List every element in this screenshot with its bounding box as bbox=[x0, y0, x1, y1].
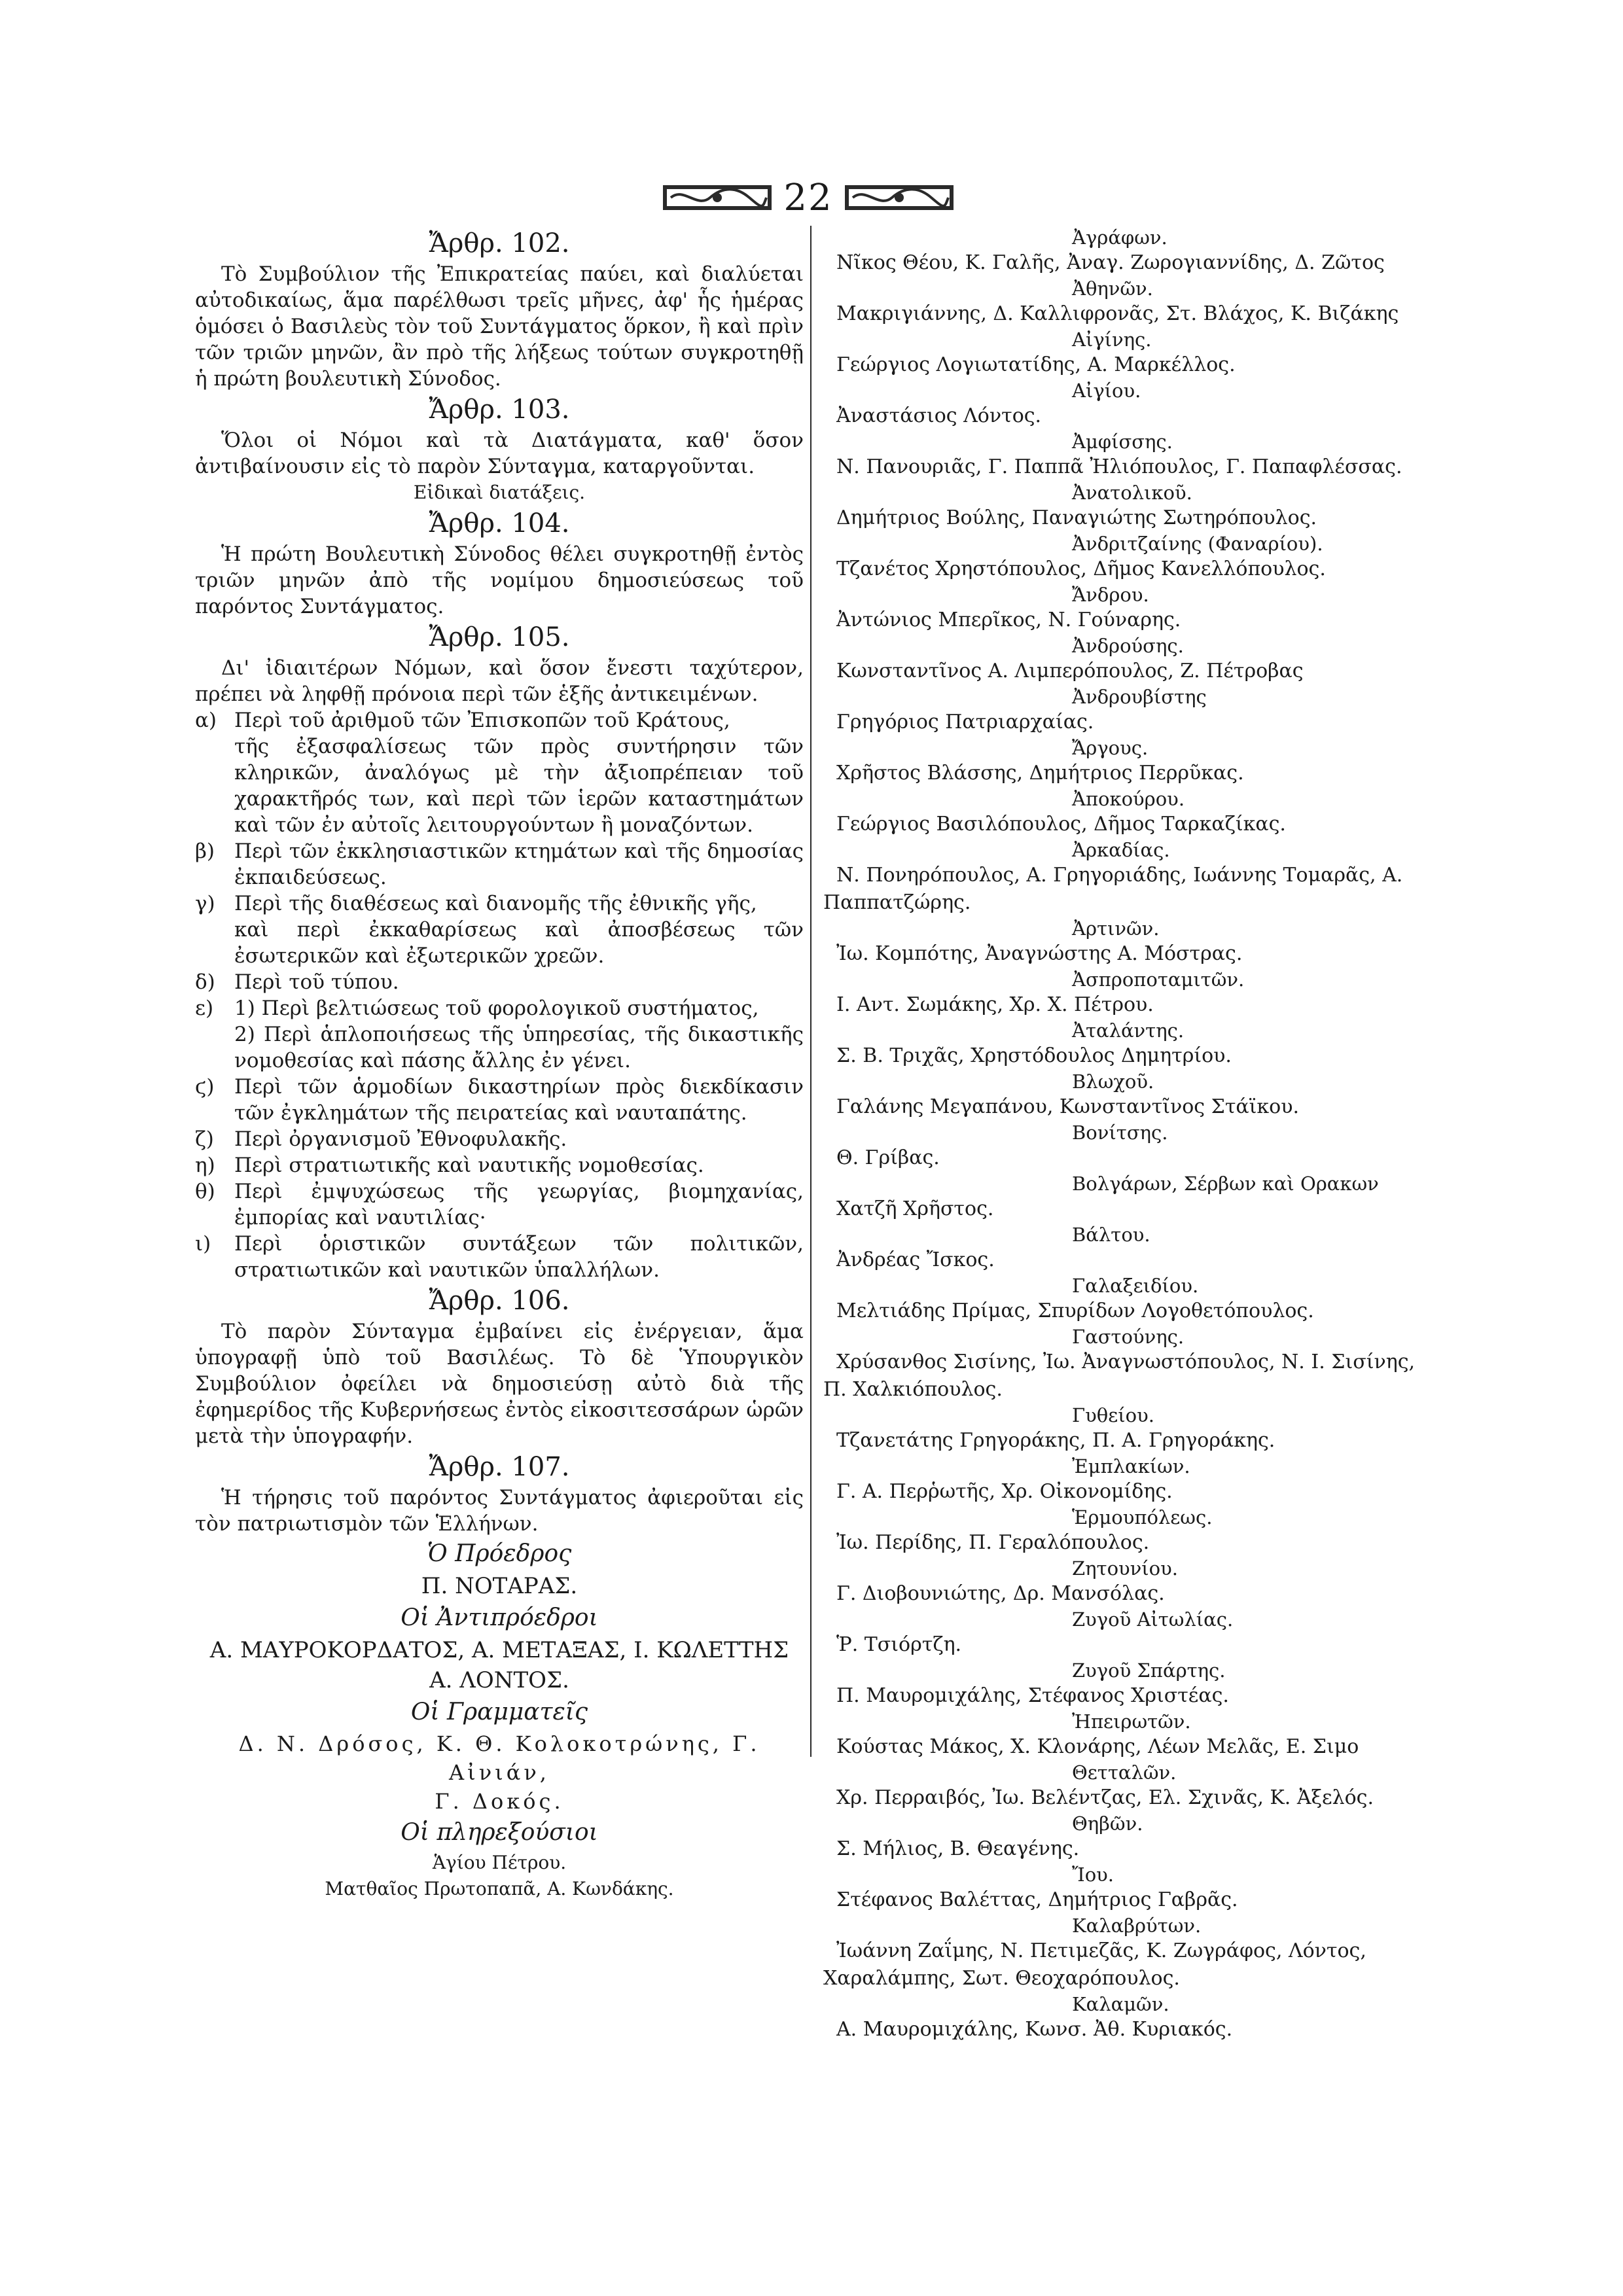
list-item-text bbox=[234, 1126, 804, 1152]
constituency-name: Ἄνδρου. bbox=[1072, 584, 1149, 606]
list-item-text bbox=[234, 707, 804, 838]
delegates-title: Οἱ πληρεξούσιοι bbox=[401, 1819, 598, 1846]
delegate-names: Τζανετάτης Γρηγοράκης, Π. Α. Γρηγοράκης. bbox=[836, 1429, 1275, 1452]
list-item-line: Περὶ ἐμψυχώσεως τῆς γεωργίας, βιομηχανίας, ἐμπορίας καὶ ναυτιλίας· bbox=[234, 1180, 804, 1229]
delegate-names: Γεώργιος Βασιλόπουλος, Δῆμος Ταρκαζίκας. bbox=[836, 813, 1286, 836]
list-item-text bbox=[234, 995, 804, 1074]
constituency-name: Θηβῶν. bbox=[1072, 1812, 1143, 1835]
list-item-line: Περὶ τῶν ἐκκλησιαστικῶν κτημάτων καὶ τῆς δημοσίας ἐκπαιδεύσεως. bbox=[234, 839, 804, 889]
delegate-names: Ν. Πανουριᾶς, Γ. Παππᾶ Ἠλιόπουλος, Γ. Παπαφλέσσας. bbox=[836, 455, 1402, 478]
constituency-name: Αἰγίου. bbox=[1072, 380, 1141, 402]
article-104-heading: Ἄρθρ. 104. bbox=[429, 508, 570, 539]
delegate-names: Ῥ. Τσιόρτζη. bbox=[836, 1633, 962, 1656]
list-item-text bbox=[234, 1231, 804, 1283]
delegate-names: Κωνσταντῖνος Α. Λιμπερόπουλος, Ζ. Πέτροβας bbox=[836, 660, 1304, 682]
constituency-name: Ζυγοῦ Αἰτωλίας. bbox=[1072, 1608, 1234, 1631]
list-item-marker: ζ) bbox=[195, 1127, 214, 1151]
list-item-line: 1) Περὶ βελτιώσεως τοῦ φορολογικοῦ συστήματος, bbox=[234, 997, 759, 1020]
constituency-name: Ἠπειρωτῶν. bbox=[1072, 1710, 1191, 1733]
list-item bbox=[195, 969, 804, 995]
constituency-name: Βολγάρων, Σέρβων καὶ Ορακων bbox=[1072, 1173, 1379, 1195]
right-ornament-icon bbox=[844, 181, 955, 214]
delegate-names: Χατζῆ Χρῆστος. bbox=[836, 1197, 994, 1220]
article-103-heading: Ἄρθρ. 103. bbox=[429, 395, 570, 425]
list-item-text bbox=[234, 1178, 804, 1231]
article-105-list bbox=[195, 707, 804, 1283]
constituency-name: Βονίτσης. bbox=[1072, 1122, 1168, 1144]
article-102-heading: Ἄρθρ. 102. bbox=[429, 228, 570, 258]
constituency-name: Γαλαξειδίου. bbox=[1072, 1275, 1199, 1297]
delegate-names: Νῖκος Θέου, Κ. Γαλῆς, Ἀναγ. Ζωρογιαννίδης, Δ. Ζῶτος bbox=[836, 251, 1385, 274]
delegate-names: Π. Χαλκιόπουλος. bbox=[823, 1378, 1003, 1401]
delegate-names: Παππατζώρης. bbox=[823, 891, 971, 914]
list-item-line: Περὶ τῶν ἁρμοδίων δικαστηρίων πρὸς διεκδίκασιν τῶν ἐγκλημάτων τῆς πειρατείας καὶ ναυταπάτης. bbox=[234, 1075, 804, 1125]
constituency-name: Ἀρτινῶν. bbox=[1072, 917, 1160, 940]
constituency-name: Ζυγοῦ Σπάρτης. bbox=[1072, 1659, 1226, 1682]
list-item-line: Περὶ ὁριστικῶν συντάξεων τῶν πολιτικῶν, στρατιωτικῶν καὶ ναυτικῶν ὑπαλλήλων. bbox=[234, 1232, 804, 1282]
secretaries-names: Δ. Ν. Δρόσος, Κ. Θ. Κολοκοτρώνης, Γ. Αἰνιάν, bbox=[238, 1731, 760, 1785]
delegate-names: Ἀναστάσιος Λόντος. bbox=[836, 404, 1042, 427]
delegate-names: Χρ. Περραιβός, Ἰω. Βελέντζας, Ελ. Σχινᾶς, Κ. Ἀξελός. bbox=[836, 1786, 1374, 1809]
article-102-text: Τὸ Συμβούλιον τῆς Ἐπικρατείας παύει, καὶ διαλύεται αὐτοδικαίως, ἅμα παρέλθωσι τρεῖς μῆνες, ἀφ' ἧς ἡμέρας ὁμόσει ὁ Βασιλεὺς τὸν τοῦ Συντάγματος ὅρκον, ἢ καὶ πρὶν τῶν τριῶν μηνῶν, ἂν πρὸ τῆς λήξεως τούτων συγκροτηθῇ ἡ πρώτη βουλευτικὴ Σύνοδος. bbox=[195, 262, 804, 391]
president-title: Ὁ Πρόεδρος bbox=[427, 1540, 572, 1567]
constituency-name: Ἀνδρούσης. bbox=[1072, 635, 1184, 657]
delegate-names: Γαλάνης Μεγαπάνου, Κωνσταντῖνος Στάϊκου. bbox=[836, 1095, 1300, 1118]
list-item bbox=[195, 1074, 804, 1126]
list-item-marker: α) bbox=[195, 709, 217, 732]
delegate-names: Ἀνδρέας Ἴσκος. bbox=[836, 1248, 995, 1271]
secretaries-names-2: Γ. Δοκός. bbox=[435, 1789, 564, 1814]
list-item bbox=[195, 1178, 804, 1231]
article-106-heading: Ἄρθρ. 106. bbox=[429, 1286, 570, 1316]
constituency-name: Ζητουνίου. bbox=[1072, 1557, 1178, 1580]
constituency-name: Αἰγίνης. bbox=[1072, 328, 1152, 351]
list-item-line: Περὶ τῆς διαθέσεως καὶ διανομῆς τῆς ἐθνικῆς γῆς, bbox=[234, 892, 757, 915]
constituency-name: Ἀμφίσσης. bbox=[1072, 431, 1173, 453]
list-item-marker: β) bbox=[195, 839, 215, 863]
constituency-name: Ἀνδρουβίστης bbox=[1072, 686, 1207, 708]
list-item-marker: δ) bbox=[195, 970, 215, 994]
constituency-name: Ἄργους. bbox=[1072, 737, 1149, 759]
constituency-name: Ἀθηνῶν. bbox=[1072, 277, 1153, 300]
page-number: 22 bbox=[783, 176, 833, 219]
delegate-names: Χαραλάμπης, Σωτ. Θεοχαρόπουλος. bbox=[823, 1967, 1180, 1990]
list-item bbox=[195, 1126, 804, 1152]
list-item-line: Περὶ τοῦ ἀριθμοῦ τῶν Ἐπισκοπῶν τοῦ Κράτους, bbox=[234, 709, 730, 732]
delegate-names: Ν. Πονηρόπουλος, Α. Γρηγοριάδης, Ιωάννης Τομαρᾶς, Α. bbox=[836, 864, 1403, 887]
delegates-first-place: Ἁγίου Πέτρου. bbox=[432, 1852, 567, 1873]
list-item bbox=[195, 838, 804, 891]
delegate-names: Χρῆστος Βλάσσης, Δημήτριος Περρῦκας. bbox=[836, 762, 1244, 785]
constituency-name: Ἀνατολικοῦ. bbox=[1072, 482, 1192, 504]
list-item-text bbox=[234, 891, 804, 969]
constituency-name: Ἑρμουπόλεως. bbox=[1072, 1506, 1213, 1528]
delegate-names: Γ. Α. Περῥωτῆς, Χρ. Οἰκονομίδης. bbox=[836, 1480, 1173, 1503]
list-item bbox=[195, 707, 804, 838]
list-item bbox=[195, 1231, 804, 1283]
constituency-name: Βάλτου. bbox=[1072, 1224, 1150, 1246]
delegate-names: Σ. Μήλιος, Β. Θεαγένης. bbox=[836, 1837, 1080, 1860]
delegate-names: Ἰω. Κομπότης, Ἀναγνώστης Α. Μόστρας. bbox=[836, 942, 1243, 965]
article-107-heading: Ἄρθρ. 107. bbox=[429, 1452, 570, 1482]
list-item-text bbox=[234, 1074, 804, 1126]
delegate-names: Δημήτριος Βούλης, Παναγιώτης Σωτηρόπουλος. bbox=[836, 506, 1317, 529]
list-item-marker: ϛ) bbox=[195, 1075, 215, 1099]
list-item-text bbox=[234, 1152, 804, 1178]
left-column bbox=[195, 226, 804, 1902]
article-104-text: Ἡ πρώτη Βουλευτικὴ Σύνοδος θέλει συγκροτηθῇ ἐντὸς τριῶν μηνῶν ἀπὸ τῆς νομίμου δημοσιεύσεως τοῦ παρόντος Συντάγματος. bbox=[195, 542, 804, 618]
constituency-name: Ἀγράφων. bbox=[1072, 226, 1168, 249]
right-column bbox=[823, 226, 1478, 2043]
constituency-name: Γυθείου. bbox=[1072, 1404, 1154, 1426]
delegate-names: Ἰω. Περίδης, Π. Γεραλόπουλος. bbox=[836, 1531, 1150, 1554]
president-name: Π. ΝΟΤΑΡΑΣ. bbox=[421, 1573, 578, 1599]
delegate-names: Γρηγόριος Πατριαρχαίας. bbox=[836, 711, 1094, 733]
article-107-text: Ἡ τήρησις τοῦ παρόντος Συντάγματος ἀφιεροῦται εἰς τὸν πατριωτισμὸν τῶν Ἑλλήνων. bbox=[195, 1486, 804, 1536]
column-divider bbox=[810, 226, 812, 1757]
delegate-names: Ι. Αντ. Σωμάκης, Χρ. Χ. Πέτρου. bbox=[836, 993, 1154, 1016]
secretaries-title: Οἱ Γραμματεῖς bbox=[410, 1699, 588, 1725]
delegate-names: Α. Μαυρομιχάλης, Κωνσ. Ἀθ. Κυριακός. bbox=[836, 2018, 1233, 2041]
list-item-text bbox=[234, 969, 804, 995]
delegate-names: Σ. Β. Τριχᾶς, Χρηστόδουλος Δημητρίου. bbox=[836, 1044, 1232, 1067]
list-item-marker: γ) bbox=[195, 892, 215, 915]
delegate-names: Γ. Διοβουνιώτης, Δρ. Μανσόλας. bbox=[836, 1582, 1165, 1605]
article-106-text: Τὸ παρὸν Σύνταγμα ἐμβαίνει εἰς ἐνέργειαν, ἅμα ὑπογραφῇ ὑπὸ τοῦ Βασιλέως. Τὸ δὲ Ὑπουργικὸν Συμβούλιον ὀφείλει νὰ δημοσιεύσῃ αὐτὸ διὰ τῆς ἐφημερίδος τῆς Κυβερνήσεως ἐντὸς εἰκοσιτεσσάρων ὡρῶν μετὰ τὴν ὑπογραφήν. bbox=[195, 1320, 804, 1448]
delegate-names: Γεώργιος Λογιωτατίδης, Α. Μαρκέλλος. bbox=[836, 353, 1236, 376]
article-105-intro: Δι' ἰδιαιτέρων Νόμων, καὶ ὅσον ἔνεστι ταχύτερον, πρέπει νὰ ληφθῇ πρόνοια περὶ τῶν ἑξῆς ἀντικειμένων. bbox=[195, 656, 804, 706]
delegate-names: Τζανέτος Χρηστόπουλος, Δῆμος Κανελλόπουλος. bbox=[836, 557, 1326, 580]
list-item-marker: θ) bbox=[195, 1180, 215, 1203]
list-item bbox=[195, 891, 804, 969]
vice-presidents-names: Α. ΜΑΥΡΟΚΟΡΔΑΤΟΣ, Α. ΜΕΤΑΞΑΣ, Ι. ΚΩΛΕΤΤΗΣ bbox=[209, 1637, 789, 1663]
left-ornament-icon bbox=[662, 181, 773, 214]
list-item-line: Περὶ στρατιωτικῆς καὶ ναυτικῆς νομοθεσίας. bbox=[234, 1154, 704, 1177]
article-105-heading: Ἄρθρ. 105. bbox=[429, 622, 570, 652]
list-item-line: καὶ περὶ ἐκκαθαρίσεως καὶ ἀποσβέσεως τῶν ἐσωτερικῶν καὶ ἐξωτερικῶν χρεῶν. bbox=[234, 918, 804, 968]
constituency-name: Καλαβρύτων. bbox=[1072, 1915, 1202, 1937]
list-item-text bbox=[234, 838, 804, 891]
delegate-names: Χρύσανθος Σισίνης, Ἰω. Ἀναγνωστόπουλος, Ν. Ι. Σισίνης, bbox=[836, 1351, 1416, 1373]
constituency-name: Καλαμῶν. bbox=[1072, 1993, 1169, 2015]
delegate-names: Θ. Γρίβας. bbox=[836, 1146, 940, 1169]
constituency-name: Γαστούνης. bbox=[1072, 1326, 1185, 1348]
list-item bbox=[195, 995, 804, 1074]
list-item-marker: η) bbox=[195, 1154, 215, 1177]
delegate-names: Π. Μαυρομιχάλης, Στέφανος Χριστέας. bbox=[836, 1684, 1229, 1707]
constituency-name: Ἀταλάντης. bbox=[1072, 1019, 1185, 1042]
constituency-name: Ἴου. bbox=[1072, 1863, 1115, 1886]
delegate-names: Μελτιάδης Πρίμας, Σπυρίδων Λογοθετόπουλος. bbox=[836, 1299, 1314, 1322]
list-item-line: Περὶ ὀργανισμοῦ Ἐθνοφυλακῆς. bbox=[234, 1127, 567, 1151]
list-item-line: Περὶ τοῦ τύπου. bbox=[234, 970, 399, 994]
vice-presidents-title: Οἱ Ἀντιπρόεδροι bbox=[401, 1604, 598, 1631]
list-item bbox=[195, 1152, 804, 1178]
delegate-names: Ἰωάννη Ζαΐμης, Ν. Πετιμεζᾶς, Κ. Ζωγράφος, Λόντος, bbox=[836, 1939, 1366, 1962]
constituency-name: Ἀποκούρου. bbox=[1072, 788, 1185, 810]
constituency-name: Ἐμπλακίων. bbox=[1072, 1455, 1190, 1477]
page-header bbox=[654, 171, 962, 224]
constituency-name: Θετταλῶν. bbox=[1072, 1761, 1177, 1784]
list-item-marker: ι) bbox=[195, 1232, 211, 1256]
special-provisions-heading: Εἰδικαὶ διατάξεις. bbox=[413, 482, 586, 503]
constituency-name: Ἀρκαδίας. bbox=[1072, 839, 1170, 861]
article-103-text: Ὅλοι οἱ Νόμοι καὶ τὰ Διατάγματα, καθ' ὅσον ἀντιβαίνουσιν εἰς τὸ παρὸν Σύνταγμα, καταργοῦνται. bbox=[195, 429, 804, 478]
delegate-names: Μακριγιάννης, Δ. Καλλιφρονᾶς, Στ. Βλάχος, Κ. Βιζάκης bbox=[836, 302, 1399, 325]
list-item-line: 2) Περὶ ἁπλοποιήσεως τῆς ὑπηρεσίας, τῆς δικαστικῆς νομοθεσίας καὶ πάσης ἄλλης ἐν γένει. bbox=[234, 1023, 804, 1072]
delegates-first-names: Ματθαῖος Πρωτοπαπᾶ, Α. Κωνδάκης. bbox=[325, 1878, 674, 1899]
delegate-names: Ἀντώνιος Μπερῖκος, Ν. Γούναρης. bbox=[836, 609, 1181, 631]
list-item-line: τῆς ἐξασφαλίσεως τῶν πρὸς συντήρησιν τῶν κληρικῶν, ἀναλόγως μὲ τὴν ἀξιοπρέπειαν τοῦ χαρακτῆρός των, καὶ περὶ τῶν ἱερῶν καταστημάτων καὶ τῶν ἐν αὐτοῖς λειτουργούντων ἢ μοναζόντων. bbox=[234, 735, 804, 837]
list-item-marker: ε) bbox=[195, 997, 214, 1020]
vice-presidents-names-2: Α. ΛΟΝΤΟΣ. bbox=[429, 1667, 569, 1693]
constituency-name: Ἀσπροποταμιτῶν. bbox=[1072, 968, 1245, 991]
delegate-names: Κούστας Μάκος, Χ. Κλονάρης, Λέων Μελᾶς, Ε. Σιμο bbox=[836, 1735, 1359, 1758]
constituency-name: Βλωχοῦ. bbox=[1072, 1070, 1154, 1093]
delegate-names: Στέφανος Βαλέττας, Δημήτριος Γαβρᾶς. bbox=[836, 1888, 1238, 1911]
constituency-name: Ἀνδριτζαίνης (Φαναρίου). bbox=[1072, 533, 1323, 555]
